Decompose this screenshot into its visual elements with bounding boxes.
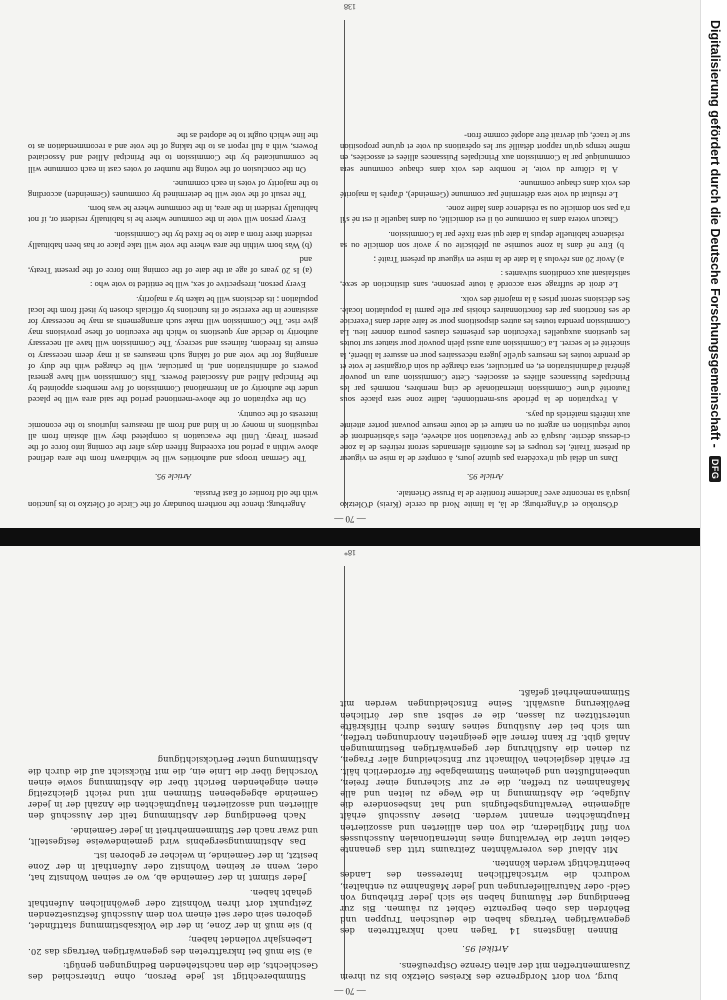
list-item: a) Avoir 20 ans révolus à la date de la mise en vigueur du présent Traité ; (373, 254, 624, 265)
dfg-logo: DFG (709, 456, 721, 483)
text-paragraph: d'Ostrokio et d'Angerburg; de là, la limite Nord du cercle (Kreis) d'Oletzko jusqu'à sa rencontre avec l'ancienne frontière de la Prusse Orientale. (340, 488, 630, 510)
text-paragraph: Nach Beendigung der Abstimmung teilt der Ausschuß den alliierten und assoziierten Hauptmächten die Anzahl der in jeder Gemeinde abgegebenen Stimmen mit und reicht gleichzeitig einen eingehenden Bericht über die Abstimmung sowie einen Vorschlag über die Linie ein, die mit Rücksicht auf die durch die Abstimmung unter Berücksichtigung (28, 755, 318, 822)
digitization-credit-text: Digitalisierung gefördert durch die Deutsche Forschungsgemeinschaft - (707, 20, 722, 448)
text-paragraph: burg, von dort Nordgrenze des Kreises Oletzko bis zu ihrem Zusammentreffen mit der alten Grenze Ostpreußens. (340, 960, 630, 982)
list-item: b) Etre né dans la zone soumise au plébiscite ou y avoir son domicile ou sa résidence habituelle depuis la date qui sera fixée par la Commission. (340, 229, 624, 251)
page-footer-number: 138 (344, 2, 356, 11)
german-column-right (28, 560, 318, 982)
page-number: — 70 — (334, 514, 366, 524)
text-paragraph: Le droit de suffrage sera accordé à toute personne, sans distinction de sexe, satisfaisant aux conditions suivantes : (340, 269, 630, 291)
article-heading: Article 95. (154, 471, 192, 482)
list-item: (a) Is 20 years of age at the date of the coming into force of the present Treaty, and (28, 254, 312, 277)
digitization-credit-bar (700, 0, 727, 1000)
text-paragraph: Chacun votera dans la commune où il est domicilié, ou dans laquelle il est né s'il n'a pas son domicile ou sa résidence dans ladite zone. (340, 204, 630, 226)
text-paragraph: Every person, irrespective of sex, will be entitled to vote who : (90, 280, 306, 291)
text-paragraph: A la clôture du vote, le nombre des voix dans chaque commune sera communiqué par la Commission aux Principales Puissances alliées et associées, en même temps qu'un rapport détaillé sur les opérations du vote et qu'une proposition sur le tracé, qui devrait être adopté comme fron- (340, 130, 630, 175)
text-paragraph: A l'expiration de la période sus-mentionnée, ladite zone sera placée sous l'autorité d'une Commission internationale de cinq membres, nommés par les Principales Puissances alliées et associées. Cette Commission aura un pouvoir général d'administration et, en particulier, sera chargée du soin d'organiser le vote et de prendre toutes les mesures qu'elle jugera nécessaires pour en assurer la liberté, la sincérité et le secret. La Commission aura aussi plein pouvoir pour statuer sur toutes les questions auxquelles l'exécution des présentes clauses pourra donner lieu. La Commission prendra toutes les autres dispositions pour se faire aider dans l'exercice de ses fonctions par des fonctionnaires choisis par elle parmi la population locale. Ses décisions seront prises à la majorité des voix. (340, 294, 630, 406)
page-number: — 70 — (334, 986, 366, 996)
article-heading: Article 95. (466, 471, 504, 482)
text-paragraph: Every person will vote in the commune where he is habitually resident or, if not habitually resident in the area, in the commune where he was born. (28, 204, 318, 226)
page-divider-band (0, 528, 700, 546)
list-item: (b) Was born within the area where the vote will take place or has been habitually resident there from a date to be fixed by the Commission. (28, 229, 312, 251)
french-column (340, 14, 630, 510)
page-footer-number: 18* (344, 548, 356, 557)
article-heading: Artikel 95. (462, 943, 508, 954)
german-column-left (340, 560, 630, 982)
text-paragraph: Stimmberechtigt ist jede Person, ohne Unterschied des Geschlechts, die den nachstehenden Bedingungen genügt: (28, 960, 318, 982)
text-paragraph: Angerburg; thence the northern boundary of the Circle of Oletzko to its junction with the old frontier of East Prussia. (28, 488, 318, 510)
text-paragraph: On the expiration of the above-mentioned period the said area will be placed under the authority of an International Commission of five members appointed by the Principal Allied and Associated Powers. This Commission will have general powers of administration and, in particular, will be charged with the duty of arranging for the vote and of taking such measures as it may deem necessary to ensure its freedom, fairness and secrecy. The Commission will have all necessary authority to decide any questions to which the execution of these provisions may give rise. The Commission will make such arrangements as may be necessary for assistance in the exercise of its functions by officials chosen by itself from the local population ; its decisions will be taken by a majority. (28, 294, 318, 406)
text-paragraph: Das Abstimmungsergebnis wird gemeindeweise festgestellt, und zwar nach der Stimmenmehrheit in jeder Gemeinde. (28, 825, 318, 847)
list-item: b) sie muß in der Zone, in der die Volksabstimmung stattfindet, geboren sein oder seit einem von dem Ausschuß festzusetzenden Zeitpunkt dort ihren Wohnsitz oder gewöhnlichen Aufenthalt gehabt haben. (28, 887, 312, 932)
lower-printed-page (0, 546, 700, 1000)
text-paragraph: Jeder stimmt in der Gemeinde ab, wo er seinen Wohnsitz hat, oder, wenn er keinen Wohnsitz oder Aufenthalt in der Zone besitzt, in der Gemeinde, in welcher er geboren ist. (28, 850, 318, 884)
text-paragraph: Mit Ablauf des vorerwähnten Zeitraums tritt das genannte Gebiet unter die Verwaltung eines internationalen Ausschusses von fünf Mitgliedern, die von den alliierten und assoziierten Hauptmächten ernannt werden. Dieser Ausschuß erhält allgemeine Verwaltungsbefugnis und hat insbesondere die Aufgabe, die Abstimmung in die Wege zu leiten und alle Maßnahmen zu treffen, die er zur Sicherung einer freien, unbeeinflußten und geheimen Stimmabgabe für erforderlich hält. Er erhält desgleichen Vollmacht zur Entscheidung aller Fragen, zu denen die Ausführung der gegenwärtigen Bestimmungen Anlaß gibt. Er kann ferner alle geeigneten Anordnungen treffen, um sich bei der Ausübung seines Amtes durch Hilfskräfte unterstützen zu lassen, die er selbst aus der örtlichen Bevölkerung auswählt. Seine Entscheidungen werden mit Stimmenmehrheit gefaßt. (340, 688, 630, 855)
text-paragraph: On the conclusion of the voting the number of votes cast in each commune will be communicated by the Commission to the Principal Allied and Associated Powers, with a full report as to the taking of the vote and a recommendation as to the line which ought to be adopted as the (28, 130, 318, 175)
text-paragraph: The German troops and authorities will be withdrawn from the area defined above within a period not exceeding fifteen days after the coming into force of the present Treaty. Until the evacuation is completed they will abstain from all requisitions in money or in kind and from all measures injurious to the economic interests of the country. (28, 409, 318, 465)
text-paragraph: Binnen längstens 14 Tagen nach Inkrafttreten des gegenwärtigen Vertrags haben die deutschen Truppen und Behörden das oben begrenzte Gebiet zu räumen. Bis zur Beendigung der Räumung haben sie sich jeder Erhebung von Geld- oder Naturallieferungen und jeder Maßnahme zu enthalten, wodurch die wirtschaftlichen Interessen des Landes beeinträchtigt werden könnten. (340, 859, 630, 937)
text-paragraph: Dans un délai qui n'excédera pas quinze jours, à compter de la mise en vigueur du présent Traité, les troupes et les autorités allemandes seront retirées de la zone ci-dessus décrite. Jusqu'à ce que l'évacuation soit achevée, elles s'abstiendront de toute réquisition en argent ou en nature et de toute mesure pouvant porter atteinte aux intérêts matériels du pays. (340, 409, 630, 465)
text-paragraph: The result of the vote will be determined by communes (Gemeinden) according to the majority of votes in each commune. (28, 178, 318, 200)
english-column (28, 14, 318, 510)
text-paragraph: Le résultat du vote sera déterminé par commune (Gemeinde), d'après la majorité des voix dans chaque commune. (340, 178, 630, 200)
list-item: a) Sie muß bei Inkrafttreten des gegenwärtigen Vertrags das 20. Lebensjahr vollendet haben; (28, 935, 312, 957)
